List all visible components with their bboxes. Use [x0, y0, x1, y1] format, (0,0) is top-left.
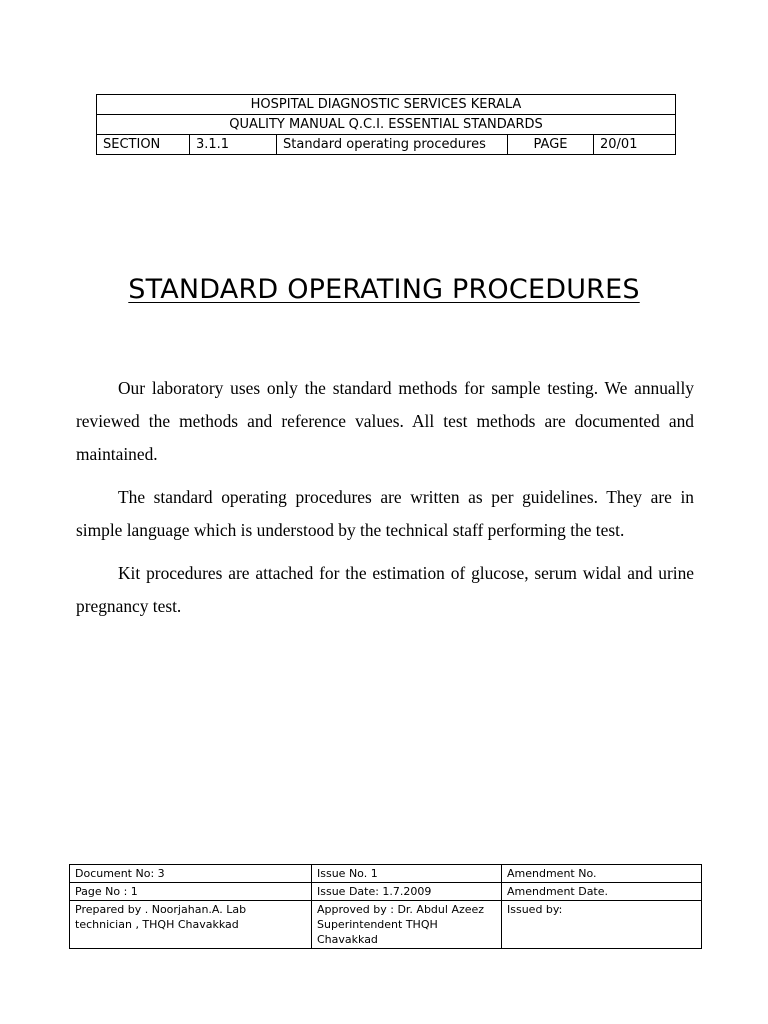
approved-by-line-2: Superintendent THQH Chavakkad	[317, 918, 438, 946]
page-number: Page No : 1	[70, 883, 312, 901]
approved-by	[312, 901, 502, 949]
org-name: HOSPITAL DIAGNOSTIC SERVICES KERALA	[97, 95, 676, 115]
header-row-manual	[97, 115, 676, 135]
issue-number: Issue No. 1	[312, 865, 502, 883]
amendment-number: Amendment No.	[502, 865, 702, 883]
document-number: Document No: 3	[70, 865, 312, 883]
amendment-date: Amendment Date.	[502, 883, 702, 901]
prepared-by-line-2: technician , THQH Chavakkad	[75, 918, 239, 931]
paragraph-1: Our laboratory uses only the standard methods for sample testing. We annually reviewed the methods and reference values. All test methods are documented and maintained.	[76, 378, 694, 464]
issued-by: Issued by:	[502, 901, 702, 949]
issue-date: Issue Date: 1.7.2009	[312, 883, 502, 901]
page-title-text: STANDARD OPERATING PROCEDURES	[128, 274, 640, 305]
footer-table	[69, 864, 702, 949]
page-value: 20/01	[594, 135, 676, 155]
prepared-by-line-1: Prepared by . Noorjahan.A. Lab	[75, 903, 247, 916]
section-label: SECTION	[97, 135, 190, 155]
page-title	[0, 274, 768, 305]
body-text	[76, 372, 694, 633]
footer-row-2	[70, 883, 702, 901]
section-number: 3.1.1	[190, 135, 277, 155]
page-label: PAGE	[508, 135, 594, 155]
paragraph-2: The standard operating procedures are written as per guidelines. They are in simple language which is understood by the technical staff performing the test.	[76, 487, 694, 540]
footer-row-3	[70, 901, 702, 949]
header-row-section	[97, 135, 676, 155]
paragraph-3: Kit procedures are attached for the estimation of glucose, serum widal and urine pregnancy test.	[76, 563, 694, 616]
header-row-org	[97, 95, 676, 115]
footer-row-1	[70, 865, 702, 883]
prepared-by	[70, 901, 312, 949]
section-title: Standard operating procedures	[277, 135, 508, 155]
header-table	[96, 94, 676, 155]
manual-title: QUALITY MANUAL Q.C.I. ESSENTIAL STANDARDS	[97, 115, 676, 135]
approved-by-line-1: Approved by : Dr. Abdul Azeez	[317, 903, 485, 916]
